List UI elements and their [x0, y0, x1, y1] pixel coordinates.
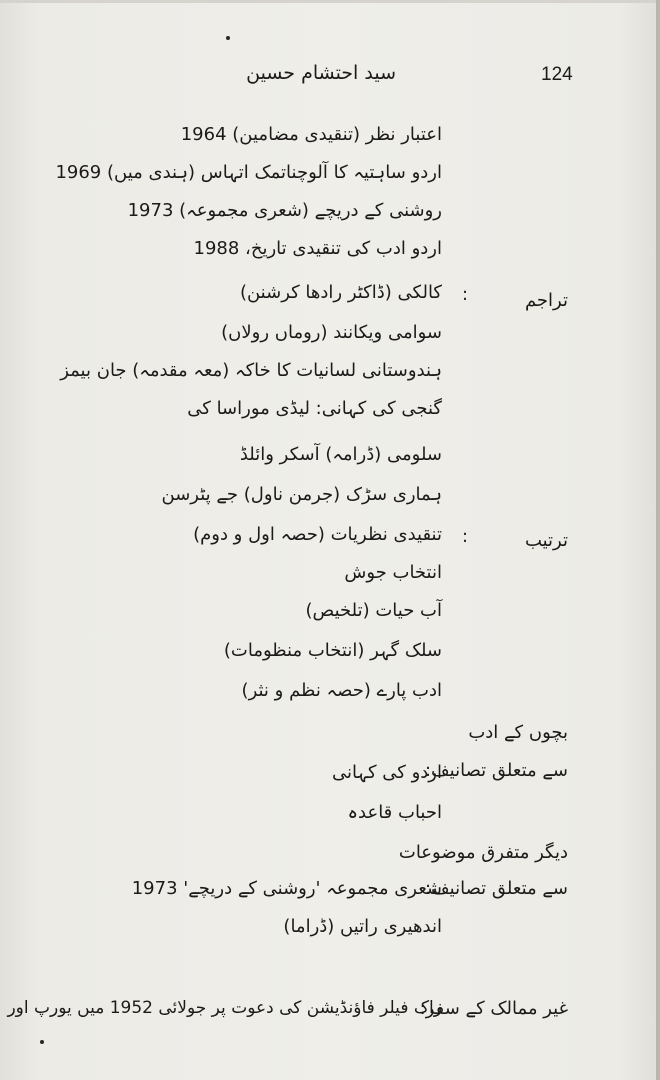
ink-speck: [226, 36, 230, 40]
translation-item: کالکی (ڈاکٹر رادھا کرشنن): [239, 282, 442, 303]
page-top-edge: [0, 0, 660, 3]
page-number: 124: [541, 64, 573, 85]
compilation-item: تنقیدی نظریات (حصہ اول و دوم): [193, 524, 442, 545]
children-literature-label: بچوں کے ادب: [468, 722, 568, 743]
compilations-label: ترتیب: [524, 530, 568, 551]
misc-topics-label: دیگر متفرق موضوعات: [398, 842, 568, 863]
work-item: اعتبار نظر (تنقیدی مضامین) 1964: [180, 124, 442, 145]
children-literature-item: اردو کی کہانی: [331, 762, 442, 783]
translation-item: سوامی ویکانند (روماں رولاں): [221, 322, 442, 343]
foreign-travels-text: راک فیلر فاؤنڈیشن کی دعوت پر جولائی 1952 میں یورپ اور: [7, 998, 442, 1018]
translation-item: ہماری سڑک (جرمن ناول) جے پٹرسن: [161, 484, 442, 505]
ink-speck: [40, 1040, 44, 1044]
compilation-item: انتخاب جوش: [344, 562, 442, 583]
children-literature-label-line2: سے متعلق تصانیف:: [424, 760, 568, 781]
foreign-travels-label: غیر ممالک کے سفر:: [419, 998, 568, 1019]
compilations-colon: :: [462, 526, 469, 547]
page-right-edge: [656, 0, 660, 1080]
translations-label: تراجم: [524, 290, 568, 311]
translation-item: ہندوستانی لسانیات کا خاکہ (معہ مقدمہ) جان بیمز: [60, 360, 442, 381]
running-title: سید احتشام حسین: [246, 62, 396, 84]
misc-topics-item: اندھیری راتیں (ڈراما): [283, 916, 442, 937]
translation-item: گنجی کی کہانی: لیڈی موراسا کی: [187, 398, 442, 419]
translations-colon: :: [462, 284, 469, 305]
misc-topics-label-line2: سے متعلق تصانیف:: [424, 878, 568, 899]
misc-topics-item: شعری مجموعہ 'روشنی کے دریچے' 1973: [131, 878, 442, 899]
work-item: اردو ساہتیہ کا آلوچناتمک اتہاس (ہندی میں) 1969: [55, 162, 442, 183]
work-item: اردو ادب کی تنقیدی تاریخ، 1988: [193, 238, 442, 259]
work-item: روشنی کے دریچے (شعری مجموعہ) 1973: [127, 200, 442, 221]
children-literature-item: احباب قاعدہ: [347, 802, 442, 823]
compilation-item: ادب پارے (حصہ نظم و نثر): [241, 680, 442, 701]
compilation-item: آب حیات (تلخیص): [305, 600, 442, 621]
translation-item: سلومی (ڈرامہ) آسکر وائلڈ: [239, 444, 442, 465]
compilation-item: سلک گہر (انتخاب منظومات): [223, 640, 442, 661]
